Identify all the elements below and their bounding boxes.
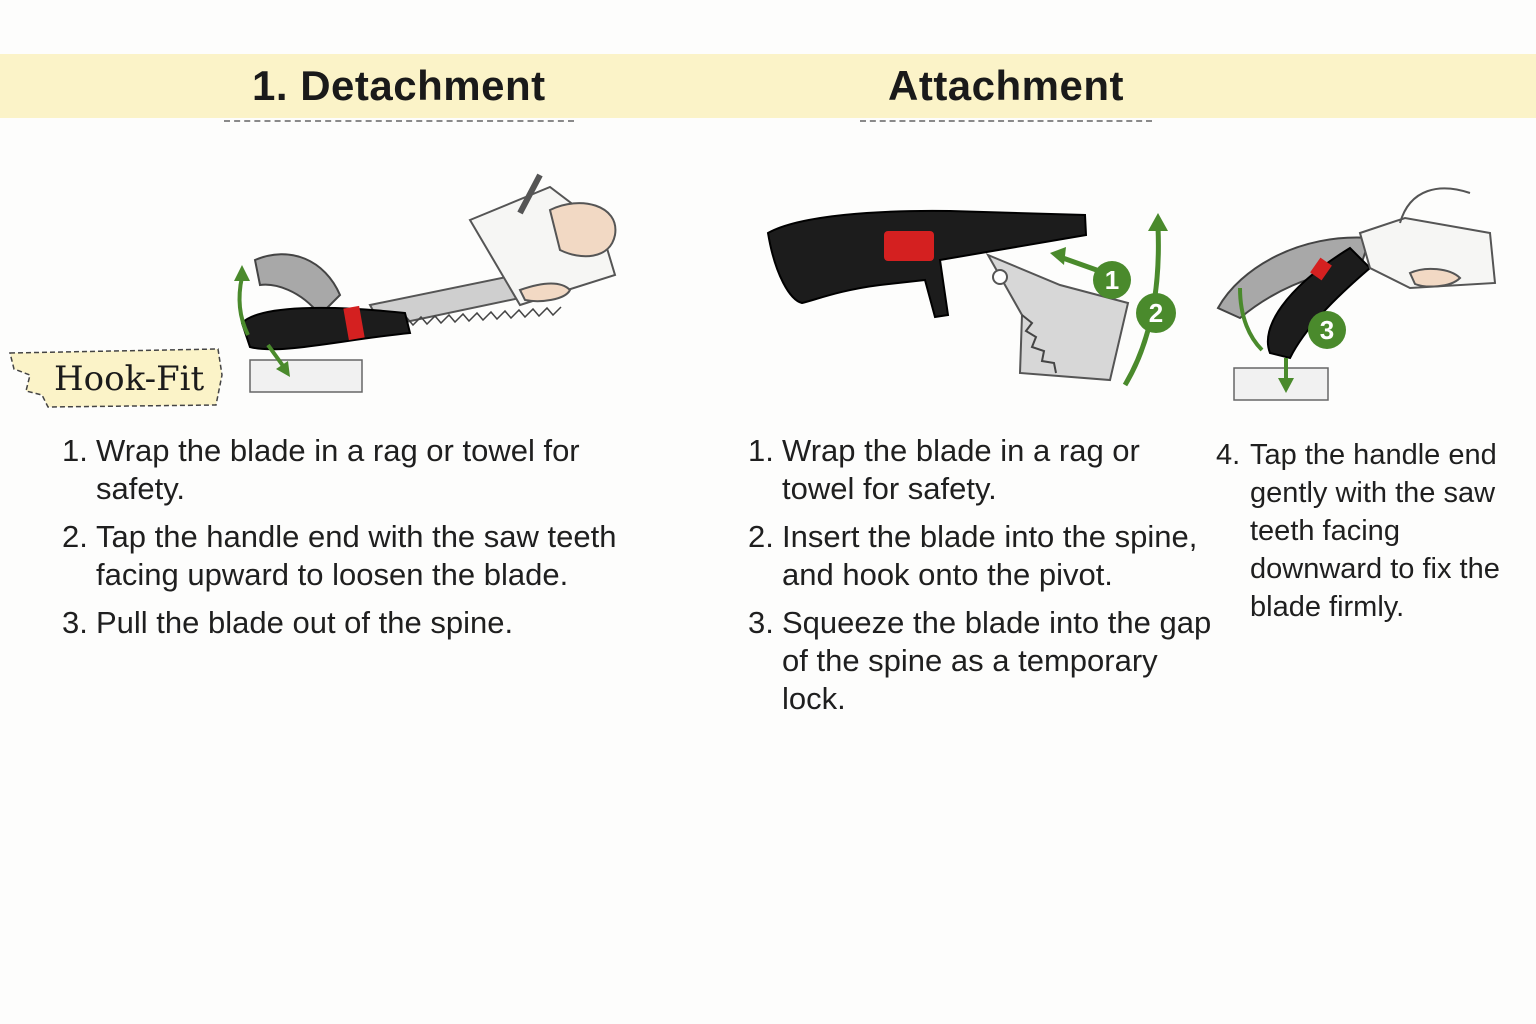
step-text: Tap the handle end gently with the saw teeth facing downward to fix the blade firmly. — [1250, 439, 1500, 623]
step-text: Wrap the blade in a rag or towel for safety. — [782, 433, 1140, 506]
tap-down-illustration — [1210, 178, 1520, 403]
step-three-callout: 3 — [1308, 311, 1346, 349]
step-text: Wrap the blade in a rag or towel for safety. — [96, 433, 580, 506]
step-number: 3. — [62, 605, 88, 640]
list-item — [748, 604, 1218, 718]
step-number: 1. — [62, 433, 88, 468]
attachment-illustration — [760, 205, 1180, 405]
attachment-steps — [748, 432, 1218, 728]
step-text: Squeeze the blade into the gap of the spine as a temporary lock. — [782, 605, 1212, 716]
attachment-step-four — [1216, 436, 1536, 636]
step-text: Pull the blade out of the spine. — [96, 605, 514, 640]
list-item — [62, 604, 662, 642]
detachment-title: 1. Detachment — [252, 62, 546, 109]
step-text: Tap the handle end with the saw teeth facing upward to loosen the blade. — [96, 519, 617, 592]
step-two-callout: 2 — [1136, 293, 1176, 333]
list-item — [1216, 436, 1536, 626]
step-number: 2. — [748, 519, 774, 554]
list-item — [748, 432, 1218, 508]
detachment-heading — [252, 62, 546, 110]
hook-fit-label: Hook-Fit — [54, 359, 205, 399]
heading-divider — [860, 120, 1152, 122]
list-item — [748, 518, 1218, 594]
step-number: 4. — [1216, 439, 1241, 471]
step-text: Insert the blade into the spine, and hook onto the pivot. — [782, 519, 1198, 592]
list-item — [62, 518, 662, 594]
detachment-steps — [62, 432, 662, 652]
list-item — [62, 432, 662, 508]
heading-divider — [224, 120, 574, 122]
hook-fit-tag — [8, 345, 226, 409]
step-one-callout: 1 — [1093, 261, 1131, 299]
header-banner — [0, 54, 1536, 118]
attachment-title: Attachment — [888, 62, 1125, 109]
attachment-heading — [888, 62, 1124, 110]
detachment-illustration — [220, 165, 640, 405]
step-number: 1. — [748, 433, 774, 468]
step-number: 2. — [62, 519, 88, 554]
step-number: 3. — [748, 605, 774, 640]
